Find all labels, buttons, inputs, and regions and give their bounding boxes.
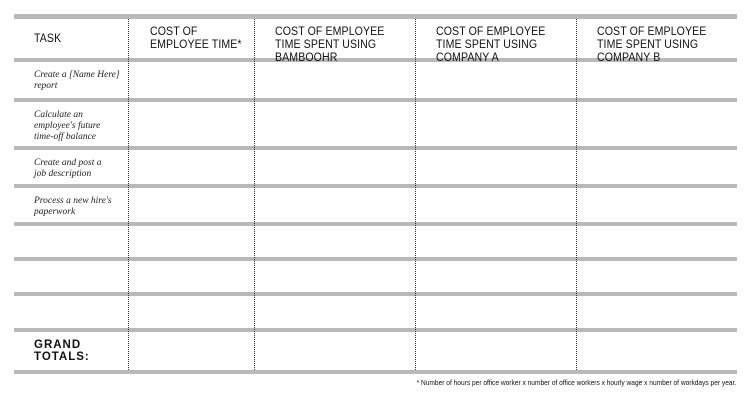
table-top-rule [14,14,737,19]
column-divider [128,19,129,370]
header-task: TASK [34,33,62,45]
row-rule [14,222,737,226]
grand-totals-label: GRAND TOTALS: [34,339,90,363]
row-rule [14,98,737,102]
task-label: Process a new hire's paperwork [34,196,112,217]
header-cost-bamboohr: COST OF EMPLOYEE TIME SPENT USING BAMBOOHR [275,26,385,64]
column-divider [576,19,577,370]
row-rule [14,146,737,150]
row-rule [14,328,737,332]
footnote: * Number of hours per office worker x number of office workers x hourly wage x number of workdays per year. [416,378,736,387]
row-rule [14,257,737,261]
header-cost-company-b: COST OF EMPLOYEE TIME SPENT USING COMPANY B [597,26,707,64]
task-label: Create a [Name Here] report [34,70,120,91]
header-cost-of-employee-time: COST OF EMPLOYEE TIME* [150,26,242,51]
task-label: Calculate an employee's future time-off balance [34,110,101,142]
task-label: Create and post a job description [34,158,102,179]
table-bottom-rule [14,370,737,374]
column-divider [254,19,255,370]
header-cost-company-a: COST OF EMPLOYEE TIME SPENT USING COMPANY A [436,26,546,64]
column-divider [415,19,416,370]
row-rule [14,184,737,188]
row-rule [14,292,737,296]
